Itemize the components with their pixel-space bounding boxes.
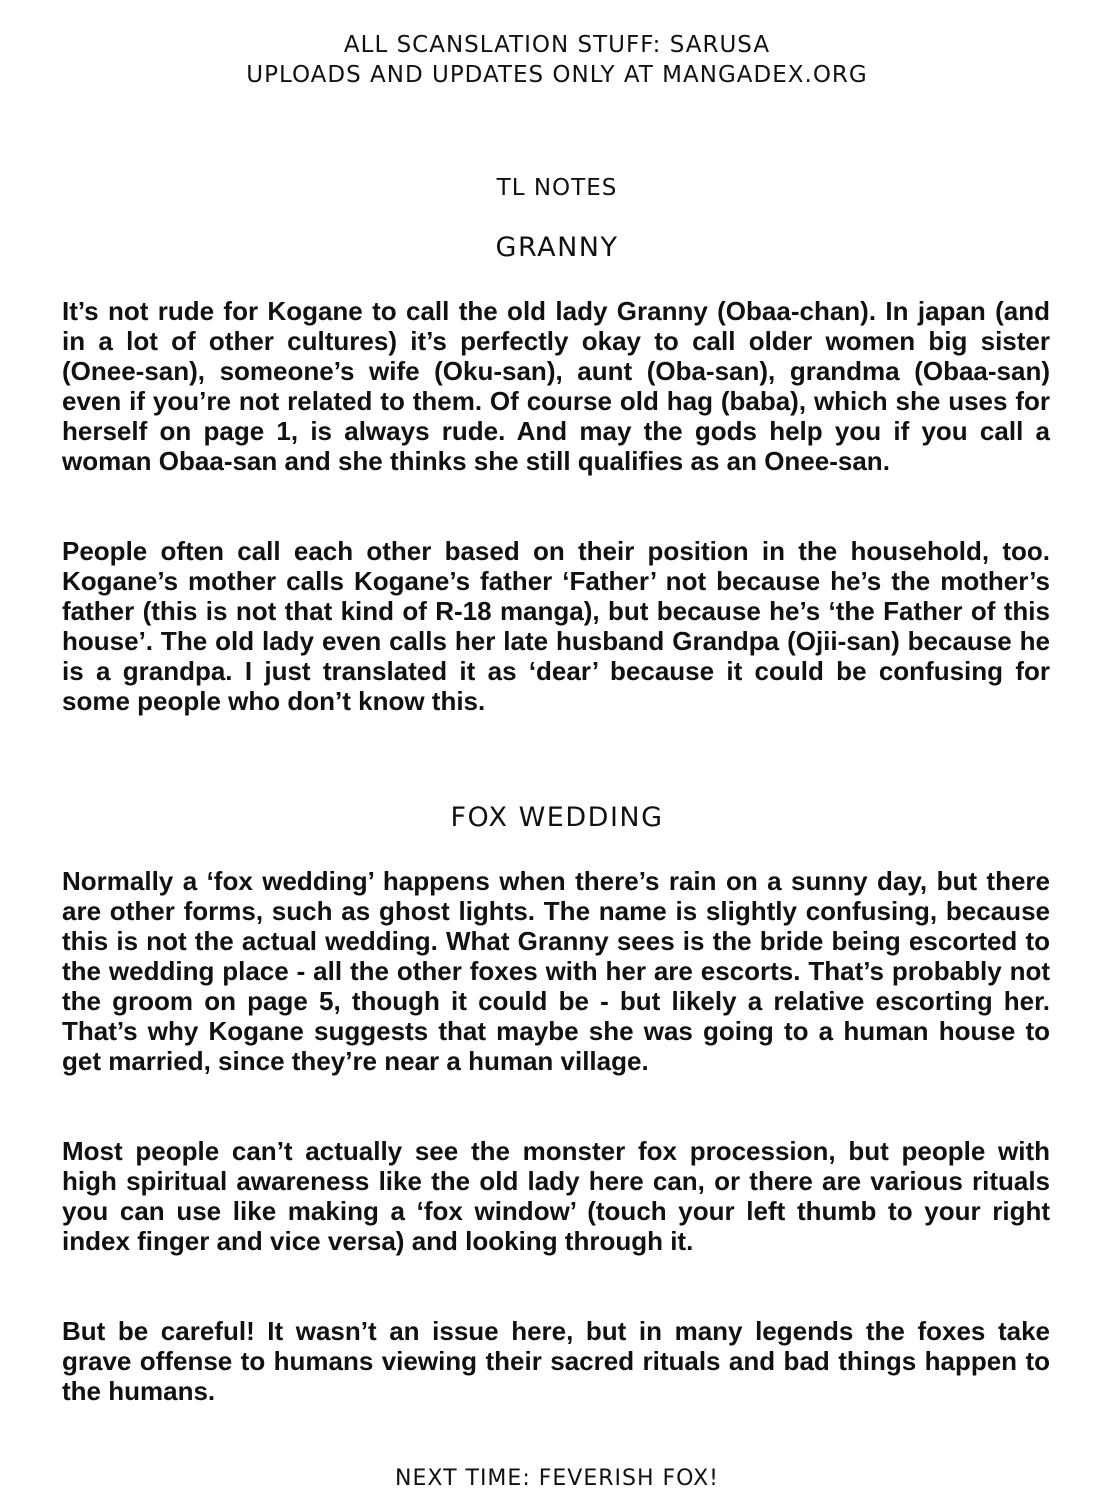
credits-line-scanlation: ALL SCANSLATION STUFF: SARUSA xyxy=(343,32,771,58)
fox-wedding-paragraph-3: But be careful! It wasn’t an issue here, but in many legends the foxes take grave offense to humans viewing their sacred rituals and bad things happen to the humans. xyxy=(62,1316,1050,1406)
next-time-teaser: NEXT TIME: FEVERISH FOX! xyxy=(395,1466,719,1491)
granny-heading: GRANNY xyxy=(495,232,619,263)
granny-paragraph-1: It’s not rude for Kogane to call the old lady Granny (Obaa-chan). In japan (and in a lot of other cultures) it’s perfectly okay to call older women big sister (Onee-san), someone’s wife (Oku-san), aunt (Oba-san), grandma (Obaa-san) even if you’re not related to them. Of course old hag (baba), which she uses for herself on page 1, is always rude. And may the gods help you if you call a woman Obaa-san and she thinks she still qualifies as an Onee-san. xyxy=(62,296,1050,476)
credits-block xyxy=(0,30,1114,90)
fox-wedding-paragraph-2: Most people can’t actually see the monster fox procession, but people with high spiritual awareness like the old lady here can, or there are various rituals you can use like making a ‘fox window’ (touch your left thumb to your right index finger and vice versa) and looking through it. xyxy=(62,1136,1050,1256)
credits-line-uploads: UPLOADS AND UPDATES ONLY AT MANGADEX.ORG xyxy=(246,62,868,88)
granny-paragraph-2: People often call each other based on their position in the household, too. Kogane’s mother calls Kogane’s father ‘Father’ not because he’s the mother’s father (this is not that kind of R-18 manga), but because he’s ‘the Father of this house’. The old lady even calls her late husband Grandpa (Ojii-san) because he is a grandpa. I just translated it as ‘dear’ because it could be confusing for some people who don’t know this. xyxy=(62,536,1050,716)
tl-notes-title: TL NOTES xyxy=(496,175,618,201)
fox-wedding-paragraph-1: Normally a ‘fox wedding’ happens when there’s rain on a sunny day, but there are other forms, such as ghost lights. The name is slightly confusing, because this is not the actual wedding. What Granny sees is the bride being escorted to the wedding place - all the other foxes with her are escorts. That’s probably not the groom on page 5, though it could be - but likely a relative escorting her. That’s why Kogane suggests that maybe she was going to a human house to get married, since they’re near a human village. xyxy=(62,866,1050,1076)
fox-wedding-heading: FOX WEDDING xyxy=(450,802,664,833)
